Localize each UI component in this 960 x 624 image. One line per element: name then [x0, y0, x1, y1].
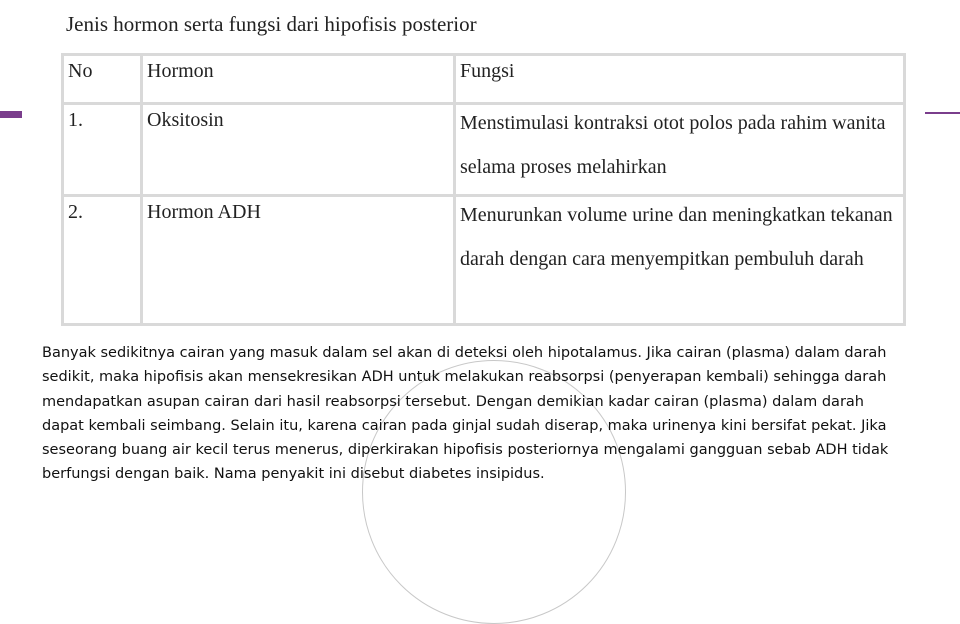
table-row: [63, 196, 905, 325]
table-title: Jenis hormon serta fungsi dari hipofisis posterior: [66, 12, 477, 36]
accent-line-right: [925, 112, 960, 114]
cell-hormon: Hormon ADH: [142, 196, 455, 325]
header-no: No: [63, 55, 142, 104]
cell-no: 2.: [63, 196, 142, 325]
cell-hormon: Oksitosin: [142, 104, 455, 196]
table-header-row: [63, 55, 905, 104]
header-fungsi: Fungsi: [455, 55, 905, 104]
fungsi-text: Menurunkan volume urine dan meningkatkan tekanan darah dengan cara menyempitkan pembuluh darah: [460, 204, 893, 270]
fungsi-text: Menstimulasi kontraksi otot polos pada rahim wanita selama proses melahirkan: [460, 112, 886, 178]
hormone-table: [61, 53, 906, 326]
cell-fungsi: [455, 196, 905, 325]
table-row: [63, 104, 905, 196]
accent-bar-left: [0, 111, 22, 118]
explanation-paragraph: Banyak sedikitnya cairan yang masuk dalam sel akan di deteksi oleh hipotalamus. Jika cairan (plasma) dalam darah sedikit, maka hipofisis akan mensekresikan ADH untuk melakukan reabsorpsi (penyerapan kembali) sehingga darah mendapatkan asupan cairan dari hasil reabsorpsi tersebut. Dengan demikian kadar cairan (plasma) dalam darah dapat kembali seimbang. Selain itu, karena cairan pada ginjal sudah diserap, maka urinenya kini bersifat pekat. Jika seseorang buang air kecil terus menerus, diperkirakan hipofisis posteriornya mengalami gangguan sebab ADH tidak berfungsi dengan baik. Nama penyakit ini disebut diabetes insipidus.: [42, 345, 889, 483]
header-hormon: Hormon: [142, 55, 455, 104]
cell-fungsi: [455, 104, 905, 196]
cell-no: 1.: [63, 104, 142, 196]
